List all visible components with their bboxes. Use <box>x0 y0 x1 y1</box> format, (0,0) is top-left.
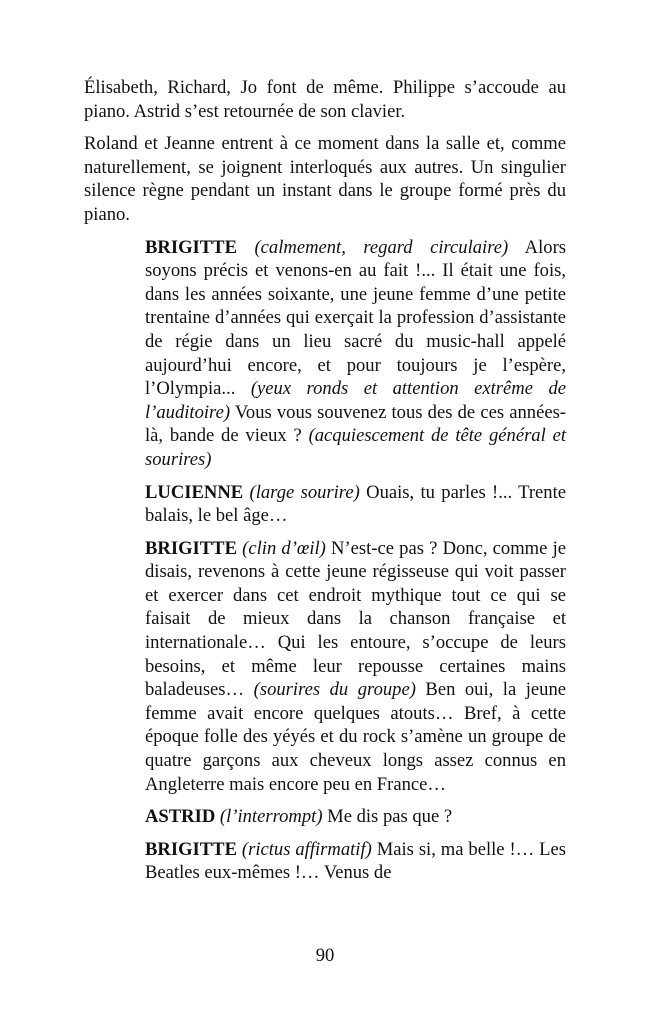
dialogue-line <box>145 537 566 797</box>
speaker-name: LUCIENNE <box>145 481 244 503</box>
speaker-name: BRIGITTE <box>145 838 237 860</box>
dialogue-line <box>145 481 566 528</box>
spoken-text: Mais si, ma belle !… Les Beatles eux-mêmes !… Venus de <box>145 838 566 884</box>
stage-direction: (acquiescement de tête général et sourires) <box>145 425 566 470</box>
spoken-text: Me dis pas que ? <box>322 806 453 828</box>
spoken-text: Vous vous souvenez tous des de ces années-là, bande de vieux ? <box>145 401 566 447</box>
stage-direction: (large sourire) <box>249 481 360 503</box>
dialogue-line <box>145 838 566 885</box>
narration-paragraph: Élisabeth, Richard, Jo font de même. Philippe s’accoude au piano. Astrid s’est retournée de son clavier. <box>84 77 566 122</box>
dialogue-line <box>145 236 566 472</box>
spoken-text: N’est-ce pas ? Donc, comme je disais, revenons à cette jeune régisseuse qui voit passer et exercer dans cet endroit mythique tout ce qui se faisait de mieux dans la chanson française et internationale… Qui les entoure, s’occupe de leurs besoins, et même leur repousse certaines mains baladeuses… <box>145 537 566 701</box>
speaker-name: BRIGITTE <box>145 236 237 258</box>
spoken-text: Ben oui, la jeune femme avait encore quelques atouts… Bref, à cette époque folle des yéyés et du rock s’amène un groupe de quatre garçons aux cheveux longs assez connus en Angleterre mais encore peu en France… <box>145 679 566 795</box>
stage-direction: (sourires du groupe) <box>253 679 416 701</box>
stage-direction: (l’interrompt) <box>219 806 323 828</box>
stage-direction: (clin d’œil) <box>242 537 326 559</box>
stage-direction: (calmement, regard circulaire) <box>254 236 509 258</box>
page-body <box>84 76 566 894</box>
page-number: 90 <box>315 945 335 966</box>
stage-direction: (yeux ronds et attention extrême de l’auditoire) <box>145 378 566 423</box>
spoken-text: Alors soyons précis et venons-en au fait !... Il était une fois, dans les années soixante, une jeune femme d’une petite trentaine d’années qui exerçait la profession d’assistante de régie dans un lieu sacré du music-hall appelé aujourd’hui encore, et pour toujours je l’espère, l’Olympia... <box>145 236 566 400</box>
speaker-name: BRIGITTE <box>145 537 237 559</box>
spoken-text: Ouais, tu parles !... Trente balais, le bel âge… <box>145 481 567 527</box>
narration-paragraph: Roland et Jeanne entrent à ce moment dans la salle et, comme naturellement, se joignent interloqués aux autres. Un singulier silence règne pendant un instant dans le groupe formé près du piano. <box>84 133 566 225</box>
speaker-name: ASTRID <box>145 806 216 828</box>
stage-direction: (rictus affirmatif) <box>241 838 372 860</box>
dialogue-line <box>145 805 566 829</box>
